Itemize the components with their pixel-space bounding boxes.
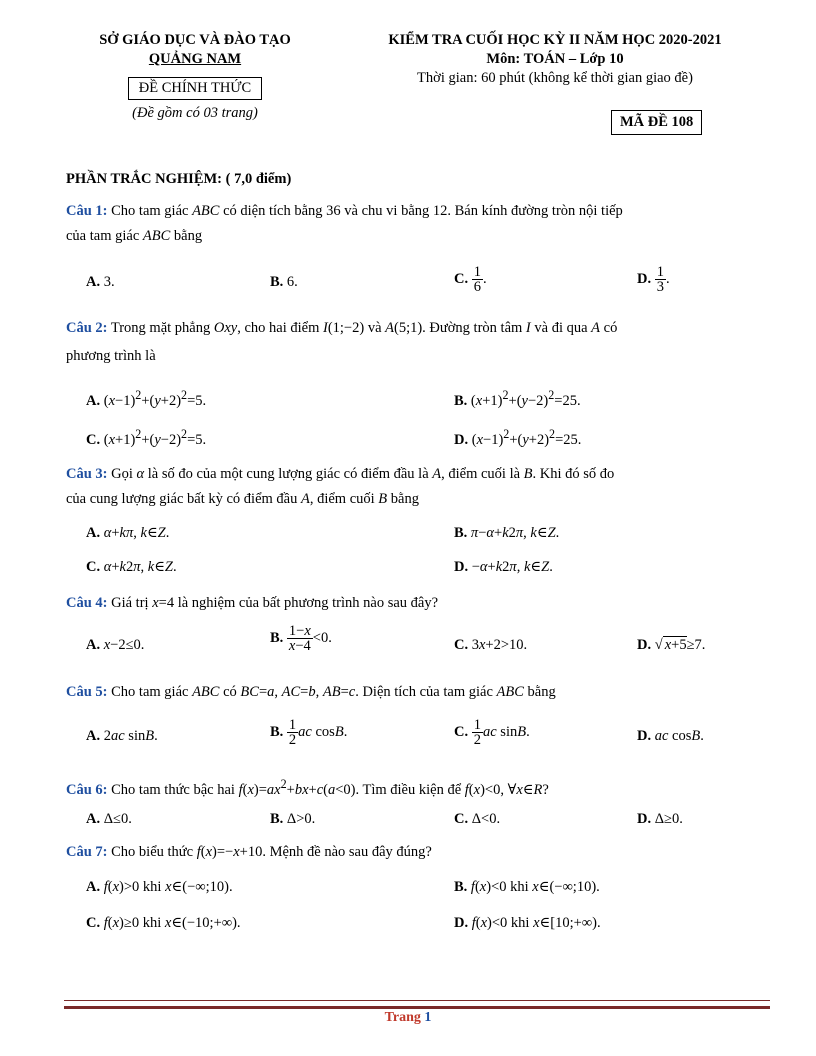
q4-option-c[interactable]: C. 3x+2>10. [454,637,528,653]
question-text: Cho tam giác ABC có diện tích bằng 36 và chu vi bằng 12. Bán kính đường tròn nội tiếp [111,203,623,219]
official-box: ĐỀ CHÍNH THỨC [128,77,262,100]
q1-option-b[interactable]: B. 6. [270,274,298,290]
question-2: Câu 2: Trong mặt phẳng Oxy, cho hai điểm I(1;−2) và A(5;1). Đường tròn tâm I và đi qua A có phương trình là [66,320,618,364]
question-number: Câu 7: [66,844,108,860]
q4-option-b[interactable]: B. $\frac{1-x}{x-4}$ <0. [270,623,332,654]
subject: Môn: TOÁN – Lớp 10 [486,51,624,67]
q2-option-d[interactable]: D. $(x-1)^2+(y+2)^2=25$. [454,427,582,448]
q7-option-c[interactable]: C. f(x)≥0 khi x∈(−10;+∞). [86,915,241,931]
q3-option-d[interactable]: D. −α+k2π, k∈Z. [454,559,553,575]
q5-option-d[interactable]: D. ac cosB. [637,728,704,744]
q2-option-c[interactable]: C. $(x+1)^2+(y-2)^2=5$. [86,427,207,448]
question-text: Cho biểu thức f(x)=−x+10. Mệnh đề nào sau đây đúng? [111,844,432,860]
footer-divider [64,1000,770,1009]
section-title: PHẦN TRẮC NGHIỆM: ( 7,0 điểm) [66,171,292,187]
q6-option-c[interactable]: C. Δ<0. [454,811,501,827]
org-line1: SỞ GIÁO DỤC VÀ ĐÀO TẠO [99,32,291,48]
question-6 [66,774,770,800]
question-3: Câu 3: Gọi α là số đo của một cung lượng giác có điểm đầu là A, điểm cuối là B. Khi đó số đo của cung lượng giác bất kỳ có điểm đầu A, điểm cuối B bằng [66,466,615,507]
question-text: Cho tam thức bậc hai $f(x)=ax^2+bx+c(a<0)$. Tìm điều kiện để f(x)<0, ∀x∈R? [111,777,549,798]
q1-option-d[interactable]: D. $\frac{1}{3}$ . [637,264,670,295]
exam-code: MÃ ĐỀ 108 [611,110,702,135]
header-left [60,31,330,123]
q2-option-a[interactable]: A. $(x-1)^2+(y+2)^2=5$. [86,388,207,409]
q6-option-b[interactable]: B. Δ>0. [270,811,316,827]
q7-option-b[interactable]: B. f(x)<0 khi x∈(−∞;10). [454,879,600,895]
q7-option-a[interactable]: A. f(x)>0 khi x∈(−∞;10). [86,879,233,895]
question-7 [66,842,770,862]
q3-option-b[interactable]: B. π−α+k2π, k∈Z. [454,525,560,541]
exam-time: Thời gian: 60 phút (không kể thời gian giao đề) [417,70,693,86]
q3-option-a[interactable]: A. α+kπ, k∈Z. [86,525,170,541]
q3-option-c[interactable]: C. α+k2π, k∈Z. [86,559,177,575]
q4-option-d[interactable]: D. √ x+5≥7. [637,637,706,653]
question-number: Câu 5: [66,684,108,700]
q1-option-a[interactable]: A. 3. [86,274,115,290]
page-label: Trang [384,1010,421,1025]
q4-option-a[interactable]: A. x−2≤0. [86,637,145,653]
question-1: Câu 1: Cho tam giác ABC có diện tích bằng 36 và chu vi bằng 12. Bán kính đường tròn nội tiếp của tam giác ABC bằng [66,203,623,244]
pages-note: (Đề gồm có 03 trang) [132,105,258,121]
q1-option-c[interactable]: C. $\frac{1}{6}$ . [454,264,487,295]
question-text: Giá trị x=4 là nghiệm của bất phương trình nào sau đây? [111,595,439,611]
page-number [0,1010,816,1026]
question-number: Câu 1: [66,203,108,219]
q6-option-d[interactable]: D. Δ≥0. [637,811,683,827]
q5-option-b[interactable]: B. $\frac{1}{2}$ ac cosB. [270,717,348,748]
page-value: 1 [424,1010,432,1025]
q5-option-a[interactable]: A. 2ac sinB. [86,728,158,744]
question-5 [66,682,770,702]
question-number: Câu 3: [66,466,108,482]
question-text: Trong mặt phẳng Oxy, cho hai điểm I(1;−2) và A(5;1). Đường tròn tâm I và đi qua A có [110,320,618,336]
org-line2: QUẢNG NAM [148,51,242,67]
exam-title: KIỂM TRA CUỐI HỌC KỲ II NĂM HỌC 2020-2021 [388,32,722,48]
question-number: Câu 6: [66,781,108,798]
header-right [340,31,770,88]
question-text: Cho tam giác ABC có BC=a, AC=b, AB=c. Diện tích của tam giác ABC bằng [111,684,556,700]
q7-option-d[interactable]: D. f(x)<0 khi x∈[10;+∞). [454,915,601,931]
q6-option-a[interactable]: A. Δ≤0. [86,811,132,827]
question-text: Gọi α là số đo của một cung lượng giác có điểm đầu là A, điểm cuối là B. Khi đó số đo [111,466,615,482]
q2-option-b[interactable]: B. $(x+1)^2+(y-2)^2=25$. [454,388,581,409]
question-number: Câu 2: [66,320,108,336]
q5-option-c[interactable]: C. $\frac{1}{2}$ ac sinB. [454,717,530,748]
question-4 [66,593,770,613]
question-number: Câu 4: [66,595,108,611]
